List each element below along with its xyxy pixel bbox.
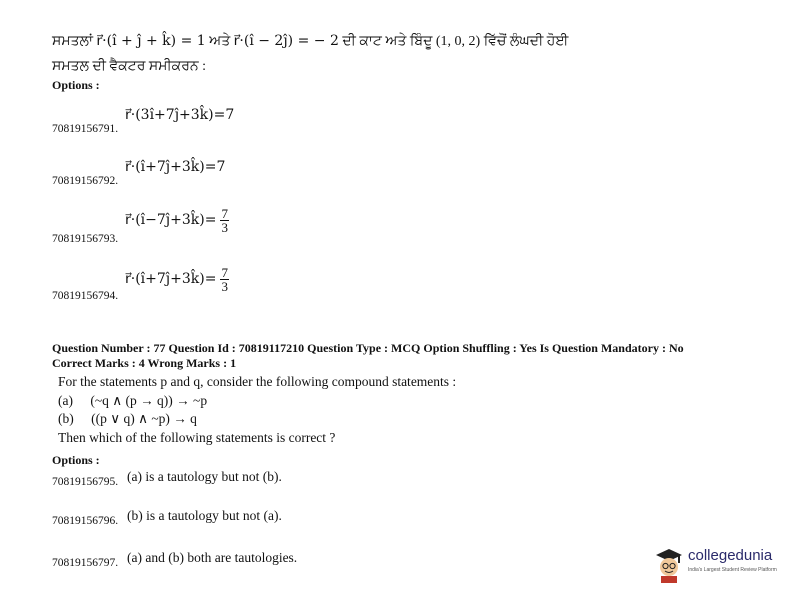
statement-a [58, 393, 207, 409]
option-4-numerator: 7 [221, 265, 228, 280]
mascot-icon [652, 545, 686, 583]
option-3-numerator: 7 [221, 206, 228, 221]
option-4-fraction [220, 266, 229, 293]
question-line-2: ਸਮਤਲ ਦੀ ਵੈਕਟਰ ਸਮੀਕਰਨ : [52, 59, 207, 74]
logo-tagline: India's Largest Student Review Platform [688, 567, 777, 573]
question-header-line-1: Question Number : 77 Question Id : 70819117210 Question Type : MCQ Option Shuffling : Yes Is Question Mandatory : No [52, 341, 684, 355]
question-text-2: Then which of the following statements is correct ? [58, 430, 336, 445]
options-label-2: Options : [52, 453, 100, 467]
option-3-lhs: r⃗·(î−7ĵ+3k̂)= [125, 212, 217, 229]
option-1-expression[interactable]: r⃗·(3î+7ĵ+3k̂)=7 [125, 107, 235, 123]
statement-b-expression: ((p ∨ q) ∧ ~p) → q [91, 411, 197, 426]
plane-equation-2: r⃗·(î − 2ĵ) = − 2 [233, 33, 339, 49]
question-text-1: For the statements p and q, consider the following compound statements : [58, 374, 457, 389]
option-4-expression[interactable] [125, 266, 229, 293]
option-4-id: 70819156794. [52, 290, 119, 302]
option-5-id: 70819156795. [52, 476, 119, 488]
option-2-expression[interactable]: r⃗·(î+7ĵ+3k̂)=7 [125, 159, 226, 175]
option-4-lhs: r⃗·(î+7ĵ+3k̂)= [125, 271, 217, 288]
option-6-id: 70819156796. [52, 515, 119, 527]
option-1-id: 70819156791. [52, 123, 119, 135]
question-header-line-2: Correct Marks : 4 Wrong Marks : 1 [52, 356, 237, 370]
logo-name: collegedunia [688, 547, 773, 564]
plane-equation-1: r⃗·(î + ĵ + k̂) = 1 [96, 33, 206, 49]
option-3-expression[interactable] [125, 207, 229, 234]
question-joiner: ਅਤੇ [209, 34, 231, 49]
option-3-id: 70819156793. [52, 233, 119, 245]
option-4-denominator: 3 [221, 279, 228, 294]
statement-b-label: (b) [58, 411, 74, 426]
option-2-id: 70819156792. [52, 175, 119, 187]
option-6-text[interactable]: (b) is a tautology but not (a). [127, 508, 282, 523]
collegedunia-logo[interactable] [652, 545, 782, 585]
options-label-1: Options : [52, 78, 100, 92]
option-3-denominator: 3 [221, 220, 228, 235]
question-prefix: ਸਮਤਲਾਂ [52, 34, 93, 49]
statement-a-expression: (~q ∧ (p → q)) → ~p [90, 393, 208, 408]
option-7-text[interactable]: (a) and (b) both are tautologies. [127, 550, 298, 565]
option-5-text[interactable]: (a) is a tautology but not (b). [127, 469, 282, 484]
question-suffix: ਦੀ ਕਾਟ ਅਤੇ ਬਿੰਦੂ (1, 0, 2) ਵਿੱਚੋਂ ਲੰਘਦੀ ਹੋਈ [342, 34, 569, 49]
option-3-fraction [220, 207, 229, 234]
statement-a-label: (a) [58, 393, 73, 408]
statement-b [58, 411, 197, 427]
question-line-1 [52, 33, 568, 50]
option-7-id: 70819156797. [52, 557, 119, 569]
